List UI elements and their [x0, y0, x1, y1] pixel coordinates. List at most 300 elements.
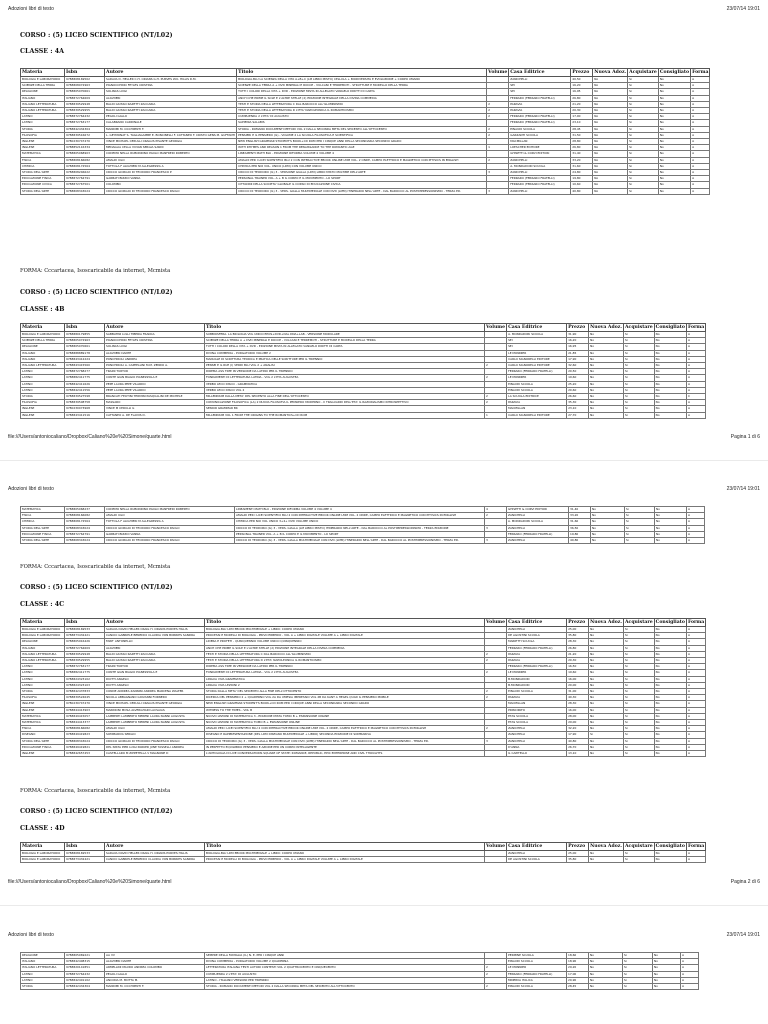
cell-forma: A: [686, 851, 705, 857]
cell-autore: CANOCI GABRIELE BENEDICI CLAUDIA VON BORRIES SANDRA: [105, 633, 205, 639]
cell-prezzo: 40,80: [569, 538, 591, 544]
cell-autore: CRICCO GIORGIO DI TEODORO FRANCESCO P: [105, 170, 237, 176]
cell-prezzo: 27,70: [567, 412, 589, 418]
cell-nuova-adoz: No: [589, 400, 624, 406]
cell-titolo: PROCESSI E MODELLI DI BIOLOGIA - PRIVO ERBERIO - VOL A + LIBRO DIGITALE VOLUME A + LIBRO DIGITALE: [205, 857, 485, 863]
cell-autore: SOLINAS LUIGI: [105, 89, 237, 95]
cell-titolo: DIVINA COMMEDIA - PURGATORIO VOLUME 2 QUADERNA: [205, 959, 485, 965]
cell-isbn: 9788839529948: [65, 651, 105, 657]
cell-isbn: 9788842401102: [65, 977, 105, 983]
cell-nuova-adoz: No: [589, 344, 624, 350]
cell-titolo: BIOLOGIA.BLU LDM EBOOK MULTIMEDIALE + LIBRO: CORPO UMANO: [205, 851, 485, 857]
cell-autore: MANDIMI M. OCCHIPINTI F.: [105, 984, 205, 990]
cell-acquistare: Si: [623, 627, 654, 633]
cell-casa-editrice: ZANICHELLI: [509, 157, 571, 163]
cell-autore: ALIGHIERI: [105, 645, 205, 651]
cell-isbn: 9788808072963: [65, 83, 105, 89]
cell-autore: TOTTOLA F ALIGHIERI M ALLEGREZZA A: [105, 163, 237, 169]
class-heading: CLASSE : 4A: [20, 48, 65, 55]
page-header: [0, 930, 768, 940]
cell-acquistare: Si: [628, 151, 659, 157]
cell-titolo: LINEAMENTI MATH BLU - EDIZIONE RIFORMA VOLUME 4 VOLUME 4: [237, 151, 487, 157]
column-header-casa-editrice: Casa Editrice: [507, 843, 567, 851]
cell-nuova-adoz: No: [593, 139, 628, 145]
cell-materia: EDUCAZIONE FISICA: [21, 176, 65, 182]
cell-forma: A: [686, 375, 705, 381]
cell-forma: A: [691, 114, 710, 120]
cell-casa-editrice: ZANICHELLI: [507, 851, 567, 857]
cell-prezzo: 24,80: [571, 170, 593, 176]
cell-consigliato: No: [654, 332, 686, 338]
cell-acquistare: Si: [623, 670, 654, 676]
file-path: file:///Users/antoniocaliano/Dropbox/Caliano%20e%20Simone/quarte.html: [8, 879, 172, 885]
cell-nuova-adoz: No: [593, 77, 628, 83]
cell-acquistare: Si: [628, 182, 659, 188]
cell-acquistare: Si: [628, 83, 659, 89]
cell-materia: MATEMATICA: [21, 507, 65, 513]
cell-forma: A: [686, 744, 705, 750]
column-header-prezzo: Prezzo: [567, 619, 589, 627]
cell-autore: CALABRANO CARDINALE: [105, 120, 237, 126]
cell-nuova-adoz: No: [589, 713, 624, 719]
cell-isbn: 9788842411626: [65, 381, 105, 387]
cell-nuova-adoz: No: [589, 350, 624, 356]
cell-materia: ITALIANO LETTERATURA: [21, 651, 65, 657]
cell-consigliato: No: [658, 139, 690, 145]
cell-consigliato: No: [654, 651, 686, 657]
cell-casa-editrice: PARAVIA: [507, 658, 567, 664]
cell-forma: A: [691, 132, 710, 138]
cell-titolo: SCIENZE DELLA TERRA A + DVD MINERALI E ROCCE - VULCANI E TERREMOTI - STRUTTURE E MODELLO DELLA TERRA: [205, 338, 485, 344]
cell-casa-editrice: ZANICHELLI: [507, 726, 567, 732]
cell-materia: LATINO: [21, 369, 65, 375]
cell-prezzo: 20,50: [567, 369, 589, 375]
cell-consigliato: No: [658, 89, 690, 95]
cell-consigliato: No: [658, 182, 690, 188]
cell-titolo: TESTI E STORIA DELLA LETTERATURA C DAL BAROCCO ALL'ILLUMINISMO: [205, 651, 485, 657]
cell-consigliato: No: [654, 732, 686, 738]
cell-consigliato: No: [653, 984, 681, 990]
cell-volume: 3: [485, 525, 507, 531]
cell-consigliato: No: [654, 682, 686, 688]
cell-titolo: FONDAMENTI DI LETTERATURA LATINA - VOL 2 L'ETA AUGUSTEA: [205, 375, 485, 381]
cell-casa-editrice: LE MONNIER: [507, 375, 567, 381]
cell-forma: A: [686, 713, 705, 719]
cell-titolo: WITNESS TO THE TIMES - VOL B: [205, 707, 485, 713]
cell-acquistare: Si: [623, 959, 653, 965]
cell-casa-editrice: SEI: [509, 83, 571, 89]
forma-note: FORMA: Cccartacea, Isoscaricabile da internet, Mcmista: [20, 268, 171, 274]
cell-acquistare: Si: [623, 744, 654, 750]
cell-consigliato: No: [653, 971, 681, 977]
table-row: [21, 751, 706, 757]
cell-consigliato: No: [655, 513, 687, 519]
cell-consigliato: No: [654, 369, 686, 375]
cell-titolo: SUBBIOSFERA. LA BIOLOGIA VOL UNICO EPOS+DVD+DAL DNA+LAB - VERSIONE MODULARE: [205, 332, 485, 338]
cell-autore: PONCHIROLI A. CAPPELLINI M.M. ZENDO A.: [105, 363, 205, 369]
cell-titolo: PENSIERI E IL PENSIERO (IL) - VOLUME 2 LA SCUOLA FILOSOFICA E SCIENTIFICA: [237, 132, 487, 138]
cell-isbn: 9788805070661: [65, 89, 105, 95]
cell-acquistare: Si: [628, 101, 659, 107]
cell-autore: BALDI GIUSSO RAZETTI ZACCARIA: [105, 108, 237, 114]
cell-volume: 2: [485, 984, 507, 990]
cell-consigliato: No: [654, 720, 686, 726]
cell-titolo: NEW ENGLISH GRAMMAR STUDENT'S BOOK+CD ROM PER I CINQUE ANNI DELLA SECONDARIA SECONDO GRADO: [205, 701, 485, 707]
cell-autore: GARBATI BIZZOI VANNA: [105, 176, 237, 182]
cell-isbn: 9788808246622: [65, 170, 105, 176]
cell-forma: A: [691, 188, 710, 194]
cell-titolo: TESTI E STORIA DELLA LETTERATURA D L'ETA' NAPOLEONICA IL ROMANTICISMO: [205, 658, 485, 664]
cell-autore: DIOTTI ANGELO: [105, 682, 205, 688]
cell-materia: ITALIANO: [21, 356, 65, 362]
books-table-4a: [20, 68, 710, 195]
cell-autore: TOTTOLA F ALIGHIERI M ALLEGREZZA A: [105, 519, 235, 525]
cell-nuova-adoz: No: [593, 182, 628, 188]
cell-isbn: 9788839527598: [65, 394, 105, 400]
cell-forma: A: [686, 658, 705, 664]
cell-prezzo: 21,20: [567, 651, 589, 657]
cell-forma: A: [691, 120, 710, 126]
cell-volume: 2: [485, 363, 507, 369]
cell-consigliato: No: [655, 538, 687, 544]
cell-acquistare: Si: [623, 738, 654, 744]
cell-nuova-adoz: No: [589, 356, 624, 362]
cell-isbn: 9788808169533: [65, 851, 105, 857]
cell-consigliato: No: [654, 701, 686, 707]
cell-materia: LATINO: [21, 971, 65, 977]
books-table-4b-continued: [20, 506, 705, 544]
cell-forma: A: [686, 369, 705, 375]
cell-autore: DEL NISTA PIER LUIGI PARKER JUNE TASSELLI ANDREA: [105, 744, 205, 750]
cell-isbn: 9788872764791: [65, 531, 105, 537]
cell-materia: ITALIANO: [21, 645, 65, 651]
cell-titolo: SENIOR GRAMMAR BK: [205, 406, 485, 412]
cell-materia: RELIGIONE: [21, 639, 65, 645]
cell-titolo: LATINO - ITALIANO VERSIONI PER TRIENNIO: [205, 977, 485, 983]
cell-autore: AA VV: [105, 953, 205, 959]
cell-materia: LATINO: [21, 977, 65, 983]
cell-titolo: CUMPLIENDA 2 L'ETA' DI AUGUSTO: [237, 114, 487, 120]
table-row: [21, 188, 710, 194]
cell-isbn: 9788873432421: [65, 857, 105, 863]
document-title: Adozioni libri di testo: [8, 6, 54, 12]
cell-forma: A: [686, 726, 705, 732]
cell-casa-editrice: EINAUDI SCUOLA: [507, 984, 567, 990]
cell-nuova-adoz: No: [589, 406, 624, 412]
cell-forma: A: [686, 633, 705, 639]
class-heading: CLASSE : 4D: [20, 825, 65, 832]
forma-note: FORMA: Cccartacea, Isoscaricabile da internet, Mcmista: [20, 564, 171, 570]
cell-casa-editrice: SEI: [507, 344, 567, 350]
cell-titolo: COMUNICAZIONE FILOSOFICA (LA) 2 NUOVA FILOSOFIA IL PENSIERO MODERNO - II TRAGUARDI DELL'ETA' IL RAZIONALISMO INTROSPETTIVO: [205, 400, 485, 406]
cell-casa-editrice: EINAUDI SCUOLA: [507, 959, 567, 965]
cell-nuova-adoz: No: [589, 720, 624, 726]
cell-materia: EDUCAZIONE FISICA: [21, 744, 65, 750]
cell-acquistare: Si: [623, 751, 654, 757]
cell-autore: MARINONI MOSA ALVERGHARI LACSAIAS: [105, 707, 205, 713]
cell-isbn: 9788882411775: [65, 670, 105, 676]
cell-autore: L. GEYMONAT S. TAGLIAGAMBE E. BONCINELLI F. CATTANEO F. CRISTO GENS M. GUFFANTI: [106, 132, 236, 137]
cell-casa-editrice: FERRARO (FERRARO FRATELLI): [507, 531, 569, 537]
cell-prezzo: 17,90: [567, 356, 589, 362]
page-header: [0, 484, 768, 494]
cell-consigliato: No: [658, 120, 690, 126]
cell-materia: INGLESE: [21, 412, 65, 418]
cell-forma: A: [691, 151, 710, 157]
cell-prezzo: 36,50: [569, 525, 591, 531]
cell-materia: LATINO: [21, 664, 65, 670]
cell-forma: A: [691, 145, 710, 151]
cell-materia: LATINO: [21, 381, 65, 387]
cell-forma: A: [691, 170, 710, 176]
cell-nuova-adoz: No: [589, 965, 623, 971]
cell-nuova-adoz: No: [589, 676, 624, 682]
cell-prezzo: 28,45: [567, 984, 589, 990]
cell-nuova-adoz: No: [589, 726, 624, 732]
cell-casa-editrice: PRINCIPATO: [507, 707, 567, 713]
cell-isbn: 9788805069221: [65, 953, 105, 959]
cell-nuova-adoz: No: [589, 375, 624, 381]
cell-isbn: 9788805916426: [65, 639, 105, 645]
cell-nuova-adoz: No: [589, 670, 624, 676]
column-header-volume: Volume: [486, 843, 506, 849]
cell-prezzo: 16,95: [567, 344, 589, 350]
cell-consigliato: No: [654, 350, 686, 356]
cell-materia: STORIA: [21, 689, 65, 695]
cell-nuova-adoz: No: [589, 695, 624, 701]
cell-materia: LATINO: [21, 114, 65, 120]
cell-consigliato: No: [654, 664, 686, 670]
cell-nuova-adoz: No: [589, 744, 624, 750]
cell-autore: ARMELLINI MAURO ANDREA COLOMBO: [105, 965, 205, 971]
page-footer: [0, 432, 768, 442]
cell-nuova-adoz: No: [589, 645, 624, 651]
cell-autore: AMALDI UGO: [105, 157, 237, 163]
cell-materia: INGLESE: [21, 707, 65, 713]
cell-forma: A: [686, 707, 705, 713]
cell-prezzo: 31,50: [571, 132, 593, 138]
cell-isbn: 9788844413377: [65, 720, 105, 726]
cell-nuova-adoz: No: [591, 525, 625, 531]
cell-casa-editrice: FERRARO (FERRARO FRATELLI): [507, 369, 567, 375]
cell-volume: 2: [487, 132, 509, 138]
cell-isbn: 9788805068237: [65, 507, 105, 513]
cell-materia: LATINO: [21, 387, 65, 393]
cell-autore: LAMBERTI LAMBERTO MERENI LAURA NANNI AUGUSTA: [105, 720, 205, 726]
cell-casa-editrice: A. MONDADORI SCUOLA: [507, 519, 569, 525]
cell-casa-editrice: LE MONNIER: [507, 350, 567, 356]
cell-acquistare: Si: [623, 363, 654, 369]
cell-forma: A: [691, 126, 710, 132]
cell-nuova-adoz: No: [593, 89, 628, 95]
cell-isbn: 9788808172564: [65, 163, 105, 169]
cell-prezzo: 16,00: [567, 676, 589, 682]
cell-acquistare: Si: [623, 633, 654, 639]
cell-autore: MEDAGLIA CELLA VIVIAN SERGIA SANDI: [105, 145, 237, 151]
cell-acquistare: Si: [628, 95, 659, 101]
cell-titolo: L'ANTOLOGIA DI LIVE CONVERSATIONS SQUARE OF STATE: ROMANCE, REPUBLIC, EPIC ENTERPRISE AND CIVIL THOUGHTS: [205, 751, 485, 757]
cell-volume: 1: [485, 412, 507, 418]
cell-autore: CASTELLARO M ZIPPETELLA V MAGNONE D: [105, 751, 205, 757]
cell-prezzo: 35,30: [567, 400, 589, 406]
cell-casa-editrice: MINERVA ITALICA: [507, 977, 567, 983]
cell-volume: 2: [485, 971, 507, 977]
cell-forma: A: [691, 101, 710, 107]
cell-consigliato: No: [654, 381, 686, 387]
cell-casa-editrice: MACMILLAN: [509, 139, 571, 145]
cell-autore: ANCONA M. MOTTA M.: [105, 977, 205, 983]
cell-materia: STORIA DELL'ARTE: [21, 738, 65, 744]
cell-prezzo: 26,70: [567, 744, 589, 750]
cell-titolo: VERBO LECO DISCO VOL 2: [205, 387, 485, 393]
cell-forma: A: [686, 400, 705, 406]
cell-prezzo: 20,30: [567, 658, 589, 664]
cell-forma: A: [687, 525, 705, 531]
cell-acquistare: Si: [623, 400, 654, 406]
cell-nuova-adoz: No: [589, 369, 624, 375]
cell-autore: AMALDI UGO: [105, 726, 205, 732]
cell-autore: TRAINI TURTUR: [105, 369, 205, 375]
cell-isbn: 9788872764432: [65, 114, 105, 120]
cell-casa-editrice: FERRARO (FERRARO FRATELLI): [509, 182, 571, 188]
cell-forma: A: [687, 519, 705, 525]
cell-consigliato: No: [658, 151, 690, 157]
cell-prezzo: 19,80: [571, 176, 593, 182]
cell-consigliato: No: [658, 101, 690, 107]
cell-autore: PONCHIROLI ANDREA: [105, 356, 205, 362]
cell-forma: A: [686, 676, 705, 682]
cell-autore: SOLINAS LUIGI: [105, 344, 205, 350]
cell-consigliato: No: [653, 953, 681, 959]
cell-isbn: 9788872764609: [65, 645, 105, 651]
cell-acquistare: Si: [623, 658, 654, 664]
cell-casa-editrice: CARLO SIGNORELLI EDITORE: [507, 356, 567, 362]
cell-titolo: PROCESSI E MODELLI DI BIOLOGIA - PRIVO ERBERIO - VOL A + LIBRO DIGITALE VOLUME A + LIBRO DIGITALE: [205, 633, 485, 639]
cell-nuova-adoz: No: [593, 188, 628, 194]
cell-prezzo: 23,10: [571, 120, 593, 126]
cell-casa-editrice: PARAVIA: [509, 108, 571, 114]
column-header-consigliato: Consigliato: [659, 69, 690, 75]
cell-titolo: LINGUA VIVA LEZIONI 2: [205, 682, 485, 688]
cell-nuova-adoz: No: [591, 538, 625, 544]
cell-titolo: MILLENNIUM VOL 1 FROM THE ORIGINS TO THE ROMANTICS+CD ROM: [205, 412, 485, 418]
cell-materia: ITALIANO LETTERATURA: [21, 101, 65, 107]
cell-materia: MATEMATICA: [21, 151, 65, 157]
cell-volume: 2: [485, 375, 507, 381]
table-row: [21, 412, 706, 418]
cell-consigliato: No: [658, 163, 690, 169]
cell-isbn: 9788808166082: [65, 726, 105, 732]
column-header-autore: Autore: [105, 843, 205, 851]
cell-autore: VINCE M CERULLI G: [105, 406, 205, 412]
cell-nuova-adoz: No: [589, 971, 623, 977]
cell-consigliato: No: [658, 114, 690, 120]
cell-nuova-adoz: No: [593, 163, 628, 169]
column-header-nuova-adoz: Nuova Adoz.: [590, 324, 622, 330]
cell-volume: [485, 751, 507, 757]
cell-prezzo: 17,00: [567, 971, 589, 977]
cell-forma: A: [686, 356, 705, 362]
cell-acquistare: Si: [623, 651, 654, 657]
cell-forma: A: [691, 182, 710, 188]
cell-acquistare: Si: [623, 971, 653, 977]
cell-nuova-adoz: No: [589, 332, 624, 338]
cell-prezzo: 40,50: [571, 77, 593, 83]
cell-volume: 2: [485, 689, 507, 695]
cell-volume: 2: [485, 726, 507, 732]
cell-casa-editrice: CARLO SIGNORELLI EDITORE: [507, 412, 567, 418]
page-number: Pagina 2 di 6: [730, 879, 760, 885]
cell-forma: A: [691, 83, 710, 89]
cell-consigliato: No: [654, 744, 686, 750]
cell-autore: BALDI GIUSSO RAZETTI ZACCARIA: [105, 651, 205, 657]
cell-consigliato: No: [655, 525, 687, 531]
cell-isbn: 9788872763177: [65, 664, 105, 670]
cell-casa-editrice: GHISETTI & CORVI EDITORI: [507, 507, 569, 513]
course-heading: CORSO : (5) LICEO SCIENTIFICO (NT/L02): [20, 32, 173, 39]
cell-nuova-adoz: No: [589, 984, 623, 990]
cell-casa-editrice: ZANICHELLI: [509, 170, 571, 176]
cell-forma: A: [691, 157, 710, 163]
books-table-4d-continued: [20, 952, 699, 990]
cell-titolo: CRICCO DI TEODORO (IL) 3 - VERS. GIALLA MULTIMEDIALE CON DVD (LMM) ITINERARIO NELL'ARTE - DAL BAROCCO AL POSTIMPRESSIONISMO - TERZA ED.: [237, 188, 487, 194]
cell-autore: CONTE GIAN BIAGIO PIANEZZOLA E: [105, 670, 205, 676]
cell-materia: INGLESE: [21, 145, 65, 151]
cell-titolo: CRICCO DI TEODORO (IL) 3 - VERSIONE GIALLA (LDM) LIBRO MISTO MULTIME DELL'ARTE: [237, 170, 487, 176]
cell-autore: CRICCO GIORGIO DI TEODORO FRANCESCO PAOLO: [105, 188, 237, 194]
cell-materia: RELIGIONE: [21, 344, 65, 350]
cell-isbn: 9788872763177: [65, 120, 105, 126]
cell-materia: INGLESE: [21, 406, 65, 412]
cell-autore: PEGOLI GALLO: [105, 971, 205, 977]
cell-isbn: 9788872767501: [65, 182, 105, 188]
cell-volume: 1: [487, 145, 509, 151]
cell-nuova-adoz: No: [589, 381, 624, 387]
cell-materia: FISICA: [21, 513, 65, 519]
cell-nuova-adoz: No: [593, 114, 628, 120]
cell-consigliato: No: [658, 83, 690, 89]
cell-consigliato: No: [654, 670, 686, 676]
cell-nuova-adoz: No: [589, 682, 624, 688]
column-header-prezzo: Prezzo: [567, 843, 589, 851]
cell-isbn: 9788805070661: [65, 344, 105, 350]
cell-acquistare: Si: [625, 531, 655, 537]
cell-consigliato: No: [658, 132, 690, 138]
class-heading: CLASSE : 4C: [20, 601, 65, 608]
cell-titolo: PENSEI E IL RUE (I) VERDI BLU VOL 2 + ANALISI: [205, 363, 485, 369]
cell-acquistare: Si: [623, 977, 653, 983]
cell-casa-editrice: FERRARO (FERRARO FRATELLI): [507, 645, 567, 651]
cell-casa-editrice: SEI: [507, 338, 567, 344]
course-heading: CORSO : (5) LICEO SCIENTIFICO (NT/L02): [20, 289, 173, 296]
cell-acquistare: Si: [623, 857, 654, 863]
cell-materia: LATINO: [21, 670, 65, 676]
cell-forma: A: [686, 738, 705, 744]
cell-nuova-adoz: No: [593, 108, 628, 114]
cell-consigliato: No: [654, 394, 686, 400]
cell-acquistare: Si: [628, 89, 659, 95]
cell-volume: 2: [487, 126, 509, 132]
cell-acquistare: Si: [623, 689, 654, 695]
cell-forma: A: [691, 176, 710, 182]
cell-titolo: MILLENNIUM DALLA META' DEL SEICENTO ALLA FINE DELL'OTTOCENTO: [205, 394, 485, 400]
cell-isbn: 9788849419823: [65, 732, 105, 738]
cell-materia: ITALIANO LETTERATURA: [21, 363, 65, 369]
cell-forma: A: [691, 89, 710, 95]
cell-isbn: 9780230747470: [65, 701, 105, 707]
cell-prezzo: 17,00: [571, 114, 593, 120]
cell-materia: BIOLOGIA E LABORATORIO: [21, 77, 65, 83]
